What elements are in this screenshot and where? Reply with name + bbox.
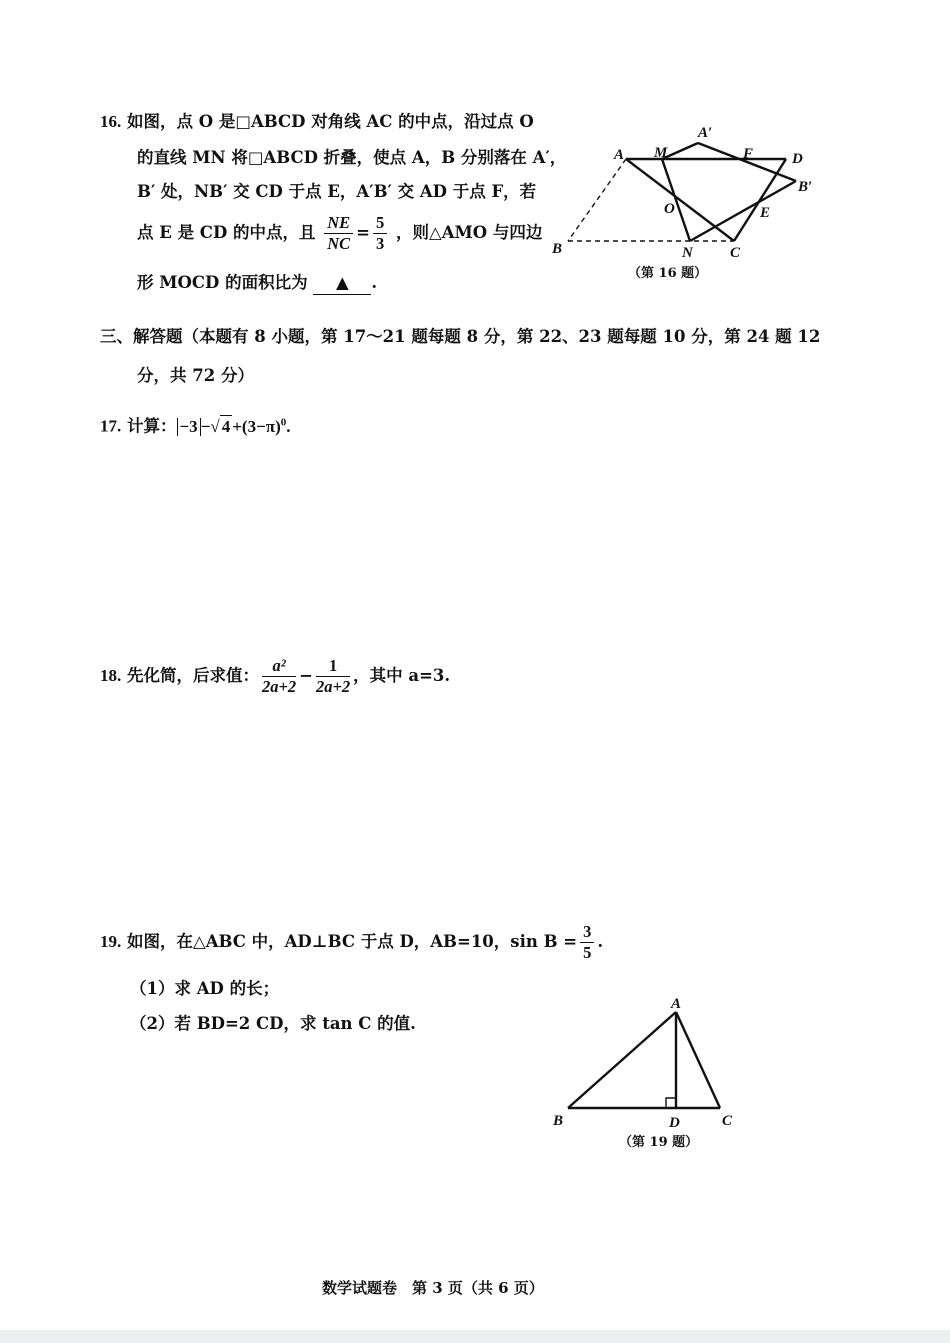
q18-frac2 [316, 656, 350, 697]
q19-frac [580, 922, 594, 963]
segment-AC [626, 159, 734, 241]
q19-part1: （1）求 AD 的长； [130, 979, 280, 998]
scan-edge [0, 1330, 950, 1343]
q18-frac1 [262, 656, 296, 697]
segment-MN [662, 159, 690, 241]
q17 [100, 411, 290, 438]
label-A: A [614, 147, 625, 163]
q16-figure-caption: （第 16 题） [628, 266, 708, 281]
q16-line2: 的直线 MN 将□ABCD 折叠，使点 A，B 分别落在 A′， [137, 148, 567, 167]
q17-abs: −3 [177, 418, 201, 436]
label-D: D [792, 151, 803, 167]
label-N: N [682, 245, 693, 261]
section-title-line2: 分，共 72 分） [137, 366, 254, 385]
q17-rest: +(3−π) [232, 416, 281, 436]
q19-figure-caption: （第 19 题） [619, 1135, 699, 1150]
segment-MA-prime [662, 143, 698, 159]
q19-text-post: . [597, 932, 604, 951]
q18 [100, 656, 450, 697]
q17-minus: − [200, 416, 211, 436]
label-F: F [743, 146, 754, 162]
q16-number: 16. [100, 112, 122, 131]
q16-line4-pre: 点 E 是 CD 的中点，且 [137, 223, 316, 242]
q17-end: . [286, 416, 291, 436]
q16-text-line1: 如图，点 O 是□ABCD 对角线 AC 的中点，沿过点 O [127, 112, 534, 131]
answer-blank [313, 272, 371, 295]
segment-AC [676, 1012, 720, 1108]
q19-frac-num: 3 [580, 922, 594, 943]
section-title-line1: 三、解答题（本题有 8 小题，第 17～21 题每题 8 分，第 22、23 题每题 10 分，第 24 题 12 [100, 327, 821, 346]
q19-figure [545, 990, 745, 1155]
q19-frac-den: 5 [583, 943, 592, 962]
q16-figure [540, 115, 830, 285]
q16-line5 [137, 272, 377, 295]
label-B: B [552, 241, 563, 257]
q17-expression [177, 417, 291, 436]
label-C: C [722, 1113, 733, 1129]
page-footer: 数学试题卷 第 3 页（共 6 页） [322, 1279, 544, 1297]
right-angle-mark [666, 1098, 676, 1108]
label-M: M [654, 145, 668, 161]
label-E: E [760, 205, 771, 221]
label-B-prime: B′ [798, 179, 813, 195]
segment-AB [568, 1012, 676, 1108]
q16-line3: B′ 处，NB′ 交 CD 于点 E，A′B′ 交 AD 于点 F，若 [137, 182, 537, 201]
q17-exponent: 0 [280, 416, 287, 428]
q17-number: 17. [100, 416, 122, 436]
label-D: D [669, 1115, 680, 1131]
label-C: C [730, 245, 741, 261]
q16-frac-lhs-den: NC [327, 234, 351, 253]
q18-prefix: 先化简，后求值： [127, 666, 259, 685]
q18-number: 18. [100, 666, 122, 685]
q16-frac-lhs-num: NE [324, 213, 353, 234]
q17-sqrt-sign: √ [210, 416, 220, 436]
q16-line1 [100, 111, 534, 133]
q16-frac-rhs-den: 3 [376, 234, 385, 253]
q19 [100, 922, 603, 963]
q16-line4-post: ，则△AMO 与四边 [396, 223, 543, 242]
q19-part2: （2）若 BD=2 CD，求 tan C 的值. [130, 1014, 416, 1033]
q18-frac2-den: 2a+2 [315, 677, 351, 696]
q16-equals: = [356, 223, 370, 242]
segment-AB [568, 159, 626, 241]
label-A-prime: A′ [698, 125, 713, 141]
q17-prefix: 计算： [127, 416, 177, 436]
q18-minus: − [299, 666, 313, 685]
q19-number: 19. [100, 932, 122, 951]
q18-suffix: ，其中 a=3. [353, 666, 451, 685]
triangle-icon: ▲ [335, 273, 349, 292]
q18-frac1-den: 2a+2 [262, 677, 297, 696]
q18-frac1-num: a² [262, 656, 296, 677]
q16-line4 [137, 213, 542, 254]
q18-frac2-num: 1 [316, 656, 350, 677]
q16-line5-post: . [371, 273, 378, 292]
q16-line5-pre: 形 MOCD 的面积比为 [137, 273, 308, 292]
q16-frac-rhs-num: 5 [373, 213, 387, 234]
label-A: A [671, 996, 682, 1012]
q17-sqrt-content: 4 [221, 416, 231, 436]
segment-N-B-prime [690, 181, 796, 241]
label-B: B [553, 1113, 564, 1129]
label-O: O [664, 201, 675, 217]
q19-text-pre: 如图，在△ABC 中，AD⊥BC 于点 D，AB=10，sin B = [127, 932, 578, 951]
q16-frac-lhs [324, 213, 353, 254]
q16-frac-rhs [373, 213, 387, 254]
